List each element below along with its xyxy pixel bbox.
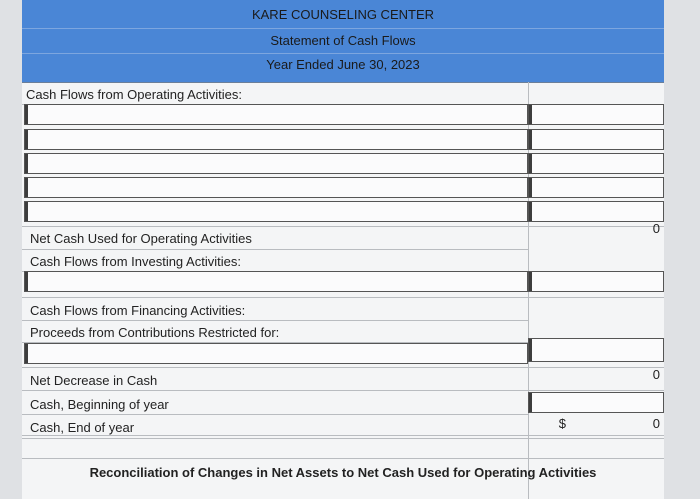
financing-item-input[interactable] [24,343,528,364]
statement-title: Statement of Cash Flows [270,33,416,48]
investing-activities-label: Cash Flows from Investing Activities: [30,254,241,269]
operating-item-input-1[interactable] [24,104,528,125]
operating-amount-input-4[interactable] [528,177,664,198]
operating-amount-input-2[interactable] [528,129,664,150]
operating-amount-input-1[interactable] [528,104,664,125]
net-operating-label: Net Cash Used for Operating Activities [30,231,252,246]
financing-activities-label: Cash Flows from Financing Activities: [30,303,246,318]
statement-header [22,0,664,83]
net-decrease-label: Net Decrease in Cash [30,373,158,388]
cash-beginning-label: Cash, Beginning of year [30,397,169,412]
operating-item-input-5[interactable] [24,201,528,222]
org-name: KARE COUNSELING CENTER [251,7,435,22]
net-operating-value: 0 [652,221,660,236]
investing-amount-input[interactable] [528,271,664,292]
operating-item-input-2[interactable] [24,129,528,150]
net-decrease-value: 0 [652,367,660,382]
cash-flow-worksheet [22,0,664,499]
investing-item-input[interactable] [24,271,528,292]
cash-beginning-input[interactable] [528,392,664,413]
proceeds-restricted-label: Proceeds from Contributions Restricted for: [30,325,280,340]
currency-symbol: $ [558,416,566,431]
cash-end-label: Cash, End of year [30,420,135,435]
operating-amount-input-5[interactable] [528,201,664,222]
cash-end-value: 0 [652,416,660,431]
statement-period: Year Ended June 30, 2023 [266,57,420,72]
financing-amount-input[interactable] [528,338,664,362]
operating-item-input-3[interactable] [24,153,528,174]
operating-activities-label: Cash Flows from Operating Activities: [26,87,243,102]
reconciliation-title: Reconciliation of Changes in Net Assets to Net Cash Used for Operating Activities [89,465,597,480]
operating-item-input-4[interactable] [24,177,528,198]
operating-amount-input-3[interactable] [528,153,664,174]
